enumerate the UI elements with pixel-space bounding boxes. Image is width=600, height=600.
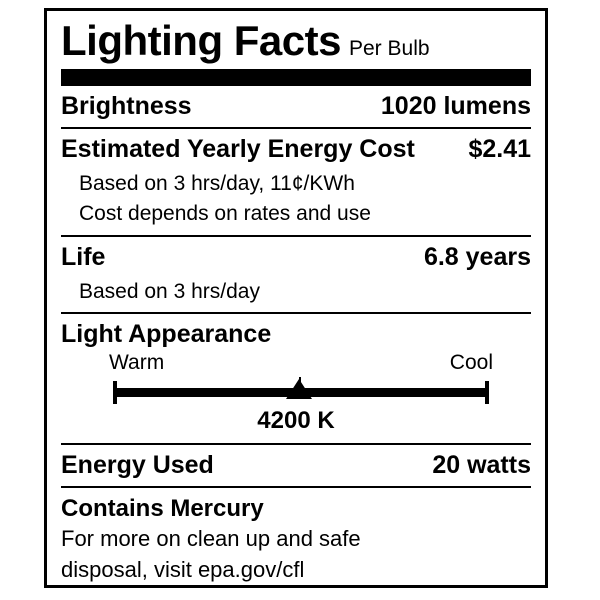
energy-cost-row bbox=[61, 129, 531, 170]
title-black-bar bbox=[61, 69, 531, 86]
lighting-facts-label bbox=[44, 8, 548, 588]
energy-cost-value: $2.41 bbox=[468, 135, 531, 164]
energy-cost-note-rates: Cost depends on rates and use bbox=[79, 202, 371, 226]
energy-cost-label: Estimated Yearly Energy Cost bbox=[61, 135, 415, 164]
light-appearance-label: Light Appearance bbox=[61, 319, 272, 348]
color-temperature-value: 4200 K bbox=[257, 406, 335, 434]
scale-label-warm: Warm bbox=[109, 350, 165, 374]
brightness-label: Brightness bbox=[61, 92, 192, 121]
mercury-text-line1: For more on clean up and safe bbox=[61, 525, 361, 551]
brightness-row bbox=[61, 86, 531, 127]
life-label: Life bbox=[61, 242, 106, 271]
label-title-main: Lighting Facts bbox=[61, 17, 341, 64]
appearance-scale-labels bbox=[61, 351, 531, 377]
scale-marker-triangle-icon bbox=[286, 379, 312, 399]
mercury-text-line2: disposal, visit epa.gov/cfl bbox=[61, 557, 305, 583]
life-value: 6.8 years bbox=[423, 242, 531, 271]
appearance-scale bbox=[113, 377, 489, 403]
scale-end-right bbox=[485, 381, 489, 404]
energy-cost-note-basis: Based on 3 hrs/day, 11¢/KWh bbox=[79, 172, 355, 196]
brightness-value: 1020 lumens bbox=[380, 92, 531, 121]
energy-used-row bbox=[61, 445, 531, 486]
life-row bbox=[61, 237, 531, 278]
mercury-label: Contains Mercury bbox=[61, 494, 264, 522]
energy-used-label: Energy Used bbox=[61, 450, 214, 479]
scale-label-cool: Cool bbox=[449, 350, 493, 374]
energy-used-value: 20 watts bbox=[432, 450, 531, 479]
label-title bbox=[61, 11, 531, 63]
label-title-sub: Per Bulb bbox=[349, 37, 430, 60]
life-note: Based on 3 hrs/day bbox=[79, 279, 260, 303]
